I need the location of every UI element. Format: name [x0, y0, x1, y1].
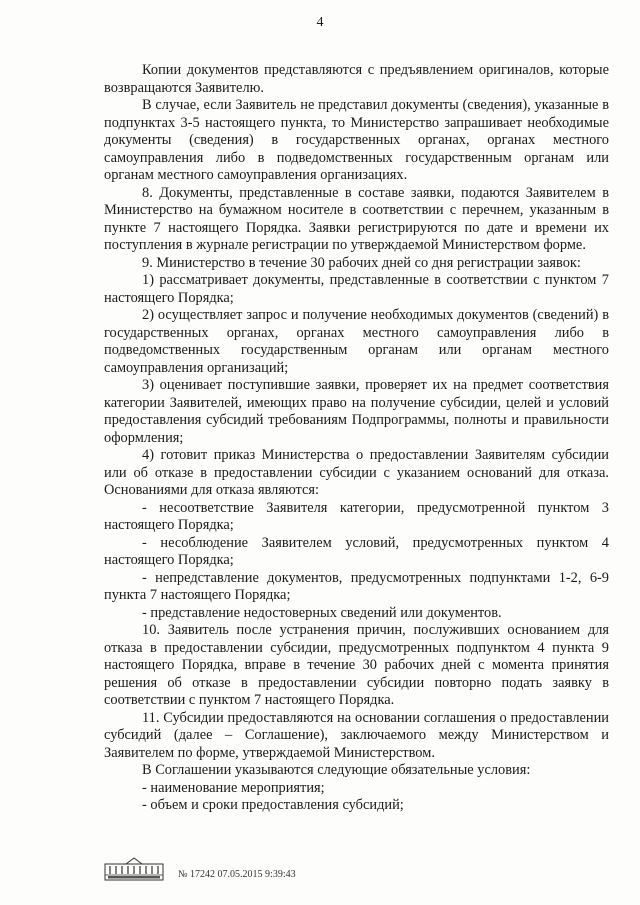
- paragraph: В случае, если Заявитель не представил документы (сведения), указанные в подпунктах 3-5 настоящего пункта, то Министерство запрашивает необходимые документы (сведения) в государственных органах, органах местного самоуправления либо в подведомственных государственным органам или органам местного самоуправления организациях.: [104, 97, 609, 183]
- paragraph: 4) готовит приказ Министерства о предоставлении Заявителям субсидии или об отказе в предоставлении субсидии с указанием оснований для отказа. Основаниями для отказа являются:: [104, 447, 609, 498]
- paragraph: 1) рассматривает документы, представленные в соответствии с пунктом 7 настоящего Порядка;: [104, 272, 609, 306]
- paragraph: - непредставление документов, предусмотренных подпунктами 1-2, 6-9 пункта 7 настоящего Порядка;: [104, 569, 609, 603]
- document-footer: [104, 852, 296, 882]
- paragraph: 9. Министерство в течение 30 рабочих дней со дня регистрации заявок:: [142, 254, 581, 271]
- building-logo-icon: [104, 856, 164, 882]
- paragraph: В Соглашении указываются следующие обязательные условия:: [142, 762, 531, 778]
- paragraph: 11. Субсидии предоставляются на основании соглашения о предоставлении субсидий (далее – Соглашение), заключаемого между Министерством и Заявителем по форме, утверждаемой Министерством.: [104, 709, 609, 761]
- paragraph: - представление недостоверных сведений или документов.: [142, 604, 502, 621]
- paragraph: - несоблюдение Заявителем условий, предусмотренных пунктом 4 настоящего Порядка;: [104, 534, 609, 568]
- paragraph: - несоответствие Заявителя категории, предусмотренной пунктом 3 настоящего Порядка;: [104, 499, 609, 533]
- page-number: 4: [316, 15, 324, 30]
- document-body: [104, 62, 609, 815]
- paragraph: 10. Заявитель после устранения причин, послуживших основанием для отказа в предоставлении субсидии, предусмотренных подпунктом 4 пункта 9 настоящего Порядка, вправе в течение 30 рабочих дней с момента принятия решения об отказе в предоставлении субсидии повторно подать заявку в соответствии с пунктом 7 настоящего Порядка.: [104, 622, 609, 708]
- paragraph: 8. Документы, представленные в составе заявки, подаются Заявителем в Министерство на бумажном носителе в соответствии с перечнем, указанным в пункте 7 настоящего Порядка. Заявки регистрируются по дате и времени их поступления в журнале регистрации по утверждаемой Министерством форме.: [104, 184, 609, 253]
- paragraph: - наименование мероприятия;: [142, 779, 325, 796]
- paragraph: 2) осуществляет запрос и получение необходимых документов (сведений) в государственных органах, органах местного самоуправления либо в подведомственных государственным органам или органам местного самоуправления организаций;: [104, 307, 609, 376]
- registration-stamp: № 17242 07.05.2015 9:39:43: [178, 869, 296, 880]
- paragraph: - объем и сроки предоставления субсидий;: [142, 797, 404, 813]
- paragraph: 3) оценивает поступившие заявки, проверяет их на предмет соответствия категории Заявителей, имеющих право на получение субсидии, целей и условий предоставления субсидий требованиям Подпрограммы, полноты и правильности оформления;: [104, 377, 609, 446]
- paragraph: Копии документов представляются с предъявлением оригиналов, которые возвращаются Заявителю.: [104, 62, 609, 96]
